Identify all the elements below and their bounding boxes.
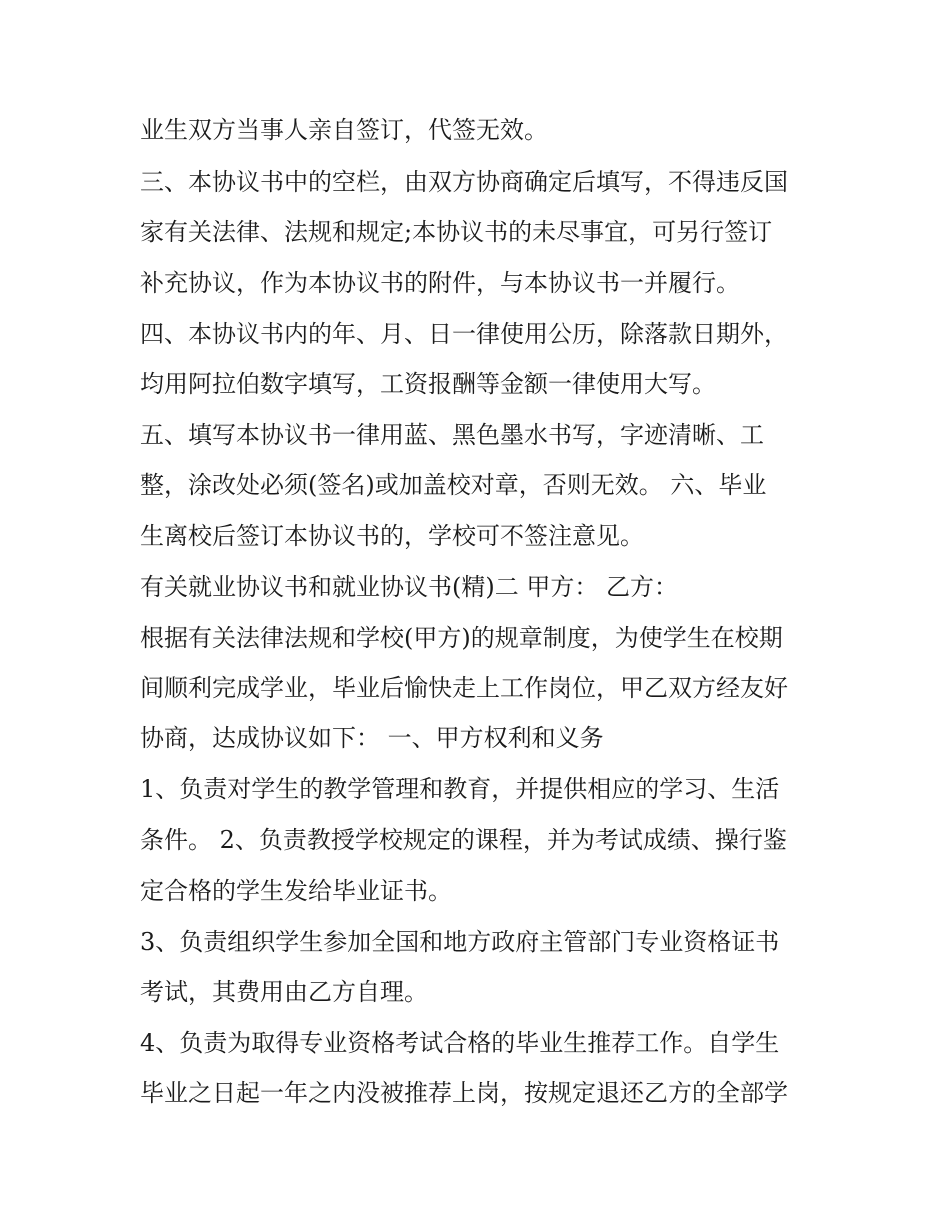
text-line: 根据有关法律法规和学校(甲方)的规章制度，为使学生在校期 (140, 624, 783, 652)
text-line: 业生双方当事人亲自签订，代签无效。 (140, 116, 548, 144)
text-line: 1、负责对学生的教学管理和教育，并提供相应的学习、生活 (140, 775, 780, 803)
text-line: 协商，达成协议如下： 一、甲方权利和义务 (140, 724, 604, 752)
text-line: 补充协议，作为本协议书的附件，与本协议书一并履行。 (140, 269, 740, 297)
text-line: 四、本协议书内的年、月、日一律使用公历，除落款日期外， (140, 320, 788, 348)
text-line: 条件。 2、负责教授学校规定的课程，并为考试成绩、操行鉴 (140, 826, 787, 854)
text-line: 家有关法律、法规和规定;本协议书的未尽事宜，可另行签订 (140, 218, 773, 246)
text-line: 间顺利完成学业，毕业后愉快走上工作岗位，甲乙双方经友好 (140, 674, 788, 702)
text-line: 3、负责组织学生参加全国和地方政府主管部门专业资格证书 (140, 928, 780, 956)
text-line: 三、本协议书中的空栏，由双方协商确定后填写，不得违反国 (140, 168, 788, 196)
text-line: 整，涂改处必须(签名)或加盖校对章，否则无效。 六、毕业 (140, 471, 767, 499)
text-line: 均用阿拉伯数字填写，工资报酬等金额一律使用大写。 (140, 370, 716, 398)
text-line: 生离校后签订本协议书的，学校可不签注意见。 (140, 522, 644, 550)
text-line: 五、填写本协议书一律用蓝、黑色墨水书写，字迹清晰、工 (140, 421, 764, 449)
text-line: 定合格的学生发给毕业证书。 (140, 877, 452, 905)
text-line: 有关就业协议书和就业协议书(精)二 甲方： 乙方： (140, 573, 678, 601)
text-line: 毕业之日起一年之内没被推荐上岗，按规定退还乙方的全部学 (140, 1079, 788, 1107)
text-line: 4、负责为取得专业资格考试合格的毕业生推荐工作。自学生 (140, 1029, 780, 1057)
text-line: 考试，其费用由乙方自理。 (140, 978, 428, 1006)
